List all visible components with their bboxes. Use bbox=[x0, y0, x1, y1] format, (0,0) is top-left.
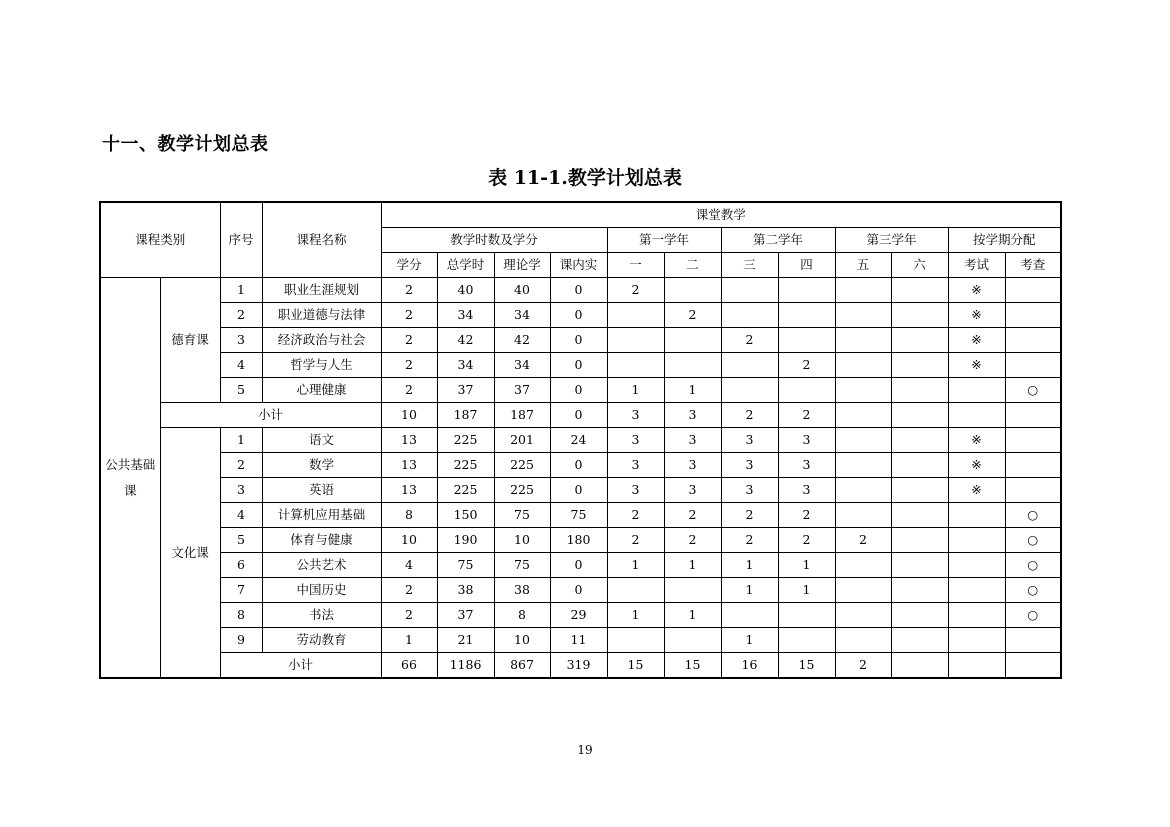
check-cell bbox=[1005, 303, 1061, 328]
s3-cell: 3 bbox=[721, 453, 778, 478]
s4-cell bbox=[778, 328, 835, 353]
subtotal-check-cell bbox=[1005, 403, 1061, 428]
table-row bbox=[100, 453, 1061, 478]
subtotal-credit-cell: 10 bbox=[381, 403, 437, 428]
header-hours-credits: 教学时数及学分 bbox=[381, 228, 607, 253]
s3-cell: 3 bbox=[721, 428, 778, 453]
section-heading: 十一、教学计划总表 bbox=[102, 134, 269, 155]
s3-cell: 1 bbox=[721, 628, 778, 653]
s6-cell bbox=[891, 528, 948, 553]
table-row bbox=[100, 478, 1061, 503]
s1-cell bbox=[607, 353, 664, 378]
category-label-culture: 文化课 bbox=[160, 428, 220, 679]
s2-cell bbox=[664, 278, 721, 303]
practice-cell: 75 bbox=[550, 503, 607, 528]
practice-cell: 0 bbox=[550, 578, 607, 603]
subtotal-practice-cell: 319 bbox=[550, 653, 607, 679]
table-row bbox=[100, 353, 1061, 378]
category-label-moral: 德育课 bbox=[160, 278, 220, 403]
theory-cell: 38 bbox=[494, 578, 550, 603]
subtotal-s4-cell: 15 bbox=[778, 653, 835, 679]
seq-cell: 3 bbox=[220, 478, 262, 503]
theory-cell: 201 bbox=[494, 428, 550, 453]
credit-cell: 2 bbox=[381, 328, 437, 353]
s3-cell: 2 bbox=[721, 503, 778, 528]
theory-cell: 75 bbox=[494, 553, 550, 578]
s5-cell bbox=[835, 328, 891, 353]
exam-cell: ※ bbox=[948, 328, 1005, 353]
s3-cell bbox=[721, 603, 778, 628]
s6-cell bbox=[891, 328, 948, 353]
check-cell: ○ bbox=[1005, 553, 1061, 578]
seq-cell: 1 bbox=[220, 428, 262, 453]
credit-cell: 10 bbox=[381, 528, 437, 553]
subtotal-row bbox=[100, 653, 1061, 679]
subtotal-credit-cell: 66 bbox=[381, 653, 437, 679]
total-cell: 37 bbox=[437, 603, 494, 628]
s4-cell: 2 bbox=[778, 528, 835, 553]
credit-cell: 2 bbox=[381, 378, 437, 403]
total-cell: 150 bbox=[437, 503, 494, 528]
s6-cell bbox=[891, 278, 948, 303]
s2-cell bbox=[664, 628, 721, 653]
subtotal-label: 小计 bbox=[220, 653, 381, 679]
credit-cell: 13 bbox=[381, 428, 437, 453]
subtotal-s5-cell: 2 bbox=[835, 653, 891, 679]
s1-cell bbox=[607, 328, 664, 353]
header-year3: 第三学年 bbox=[835, 228, 948, 253]
s1-cell bbox=[607, 303, 664, 328]
s6-cell bbox=[891, 378, 948, 403]
subtotal-exam-cell bbox=[948, 403, 1005, 428]
subtotal-row bbox=[100, 403, 1061, 428]
total-cell: 225 bbox=[437, 478, 494, 503]
s5-cell bbox=[835, 428, 891, 453]
s2-cell: 2 bbox=[664, 303, 721, 328]
credit-cell: 8 bbox=[381, 503, 437, 528]
subtotal-label: 小计 bbox=[160, 403, 381, 428]
theory-cell: 37 bbox=[494, 378, 550, 403]
total-cell: 38 bbox=[437, 578, 494, 603]
header-check: 考查 bbox=[1005, 253, 1061, 278]
credit-cell: 2 bbox=[381, 603, 437, 628]
practice-cell: 0 bbox=[550, 328, 607, 353]
s5-cell bbox=[835, 603, 891, 628]
s2-cell: 2 bbox=[664, 503, 721, 528]
s1-cell: 3 bbox=[607, 428, 664, 453]
subtotal-exam-cell bbox=[948, 653, 1005, 679]
s2-cell: 3 bbox=[664, 478, 721, 503]
header-year2: 第二学年 bbox=[721, 228, 835, 253]
theory-cell: 40 bbox=[494, 278, 550, 303]
group-label-public-basic: 公共基础课 bbox=[100, 278, 160, 679]
table-row bbox=[100, 503, 1061, 528]
credit-cell: 1 bbox=[381, 628, 437, 653]
page-number: 19 bbox=[577, 743, 593, 757]
course-name-cell: 哲学与人生 bbox=[262, 353, 381, 378]
table-row bbox=[100, 553, 1061, 578]
s6-cell bbox=[891, 578, 948, 603]
header-practice: 课内实 bbox=[550, 253, 607, 278]
theory-cell: 8 bbox=[494, 603, 550, 628]
s4-cell bbox=[778, 603, 835, 628]
header-theory: 理论学 bbox=[494, 253, 550, 278]
practice-cell: 0 bbox=[550, 478, 607, 503]
s4-cell: 2 bbox=[778, 353, 835, 378]
s4-cell bbox=[778, 378, 835, 403]
s4-cell: 2 bbox=[778, 503, 835, 528]
course-name-cell: 英语 bbox=[262, 478, 381, 503]
s5-cell bbox=[835, 453, 891, 478]
seq-cell: 6 bbox=[220, 553, 262, 578]
total-cell: 34 bbox=[437, 353, 494, 378]
header-category: 课程类别 bbox=[100, 202, 220, 278]
table-row bbox=[100, 328, 1061, 353]
s5-cell bbox=[835, 478, 891, 503]
table-row bbox=[100, 578, 1061, 603]
seq-cell: 3 bbox=[220, 328, 262, 353]
header-exam: 考试 bbox=[948, 253, 1005, 278]
s5-cell bbox=[835, 503, 891, 528]
total-cell: 190 bbox=[437, 528, 494, 553]
s1-cell: 2 bbox=[607, 528, 664, 553]
practice-cell: 0 bbox=[550, 278, 607, 303]
exam-cell bbox=[948, 578, 1005, 603]
s5-cell bbox=[835, 278, 891, 303]
subtotal-s2-cell: 3 bbox=[664, 403, 721, 428]
check-cell bbox=[1005, 478, 1061, 503]
s1-cell: 3 bbox=[607, 478, 664, 503]
theory-cell: 225 bbox=[494, 478, 550, 503]
s1-cell: 2 bbox=[607, 503, 664, 528]
s3-cell: 2 bbox=[721, 528, 778, 553]
total-cell: 75 bbox=[437, 553, 494, 578]
seq-cell: 4 bbox=[220, 503, 262, 528]
subtotal-s3-cell: 2 bbox=[721, 403, 778, 428]
header-classroom: 课堂教学 bbox=[381, 202, 1061, 228]
s4-cell bbox=[778, 303, 835, 328]
exam-cell bbox=[948, 528, 1005, 553]
s6-cell bbox=[891, 628, 948, 653]
subtotal-s1-cell: 15 bbox=[607, 653, 664, 679]
check-cell bbox=[1005, 278, 1061, 303]
s5-cell bbox=[835, 553, 891, 578]
header-total-hours: 总学时 bbox=[437, 253, 494, 278]
check-cell bbox=[1005, 628, 1061, 653]
subtotal-theory-cell: 187 bbox=[494, 403, 550, 428]
s5-cell bbox=[835, 628, 891, 653]
course-name-cell: 职业道德与法律 bbox=[262, 303, 381, 328]
subtotal-theory-cell: 867 bbox=[494, 653, 550, 679]
table-row bbox=[100, 378, 1061, 403]
s3-cell: 1 bbox=[721, 553, 778, 578]
s5-cell: 2 bbox=[835, 528, 891, 553]
teaching-plan-table bbox=[99, 201, 1062, 679]
seq-cell: 4 bbox=[220, 353, 262, 378]
seq-cell: 2 bbox=[220, 303, 262, 328]
check-cell bbox=[1005, 428, 1061, 453]
theory-cell: 75 bbox=[494, 503, 550, 528]
seq-cell: 9 bbox=[220, 628, 262, 653]
credit-cell: 2 bbox=[381, 278, 437, 303]
total-cell: 37 bbox=[437, 378, 494, 403]
check-cell: ○ bbox=[1005, 378, 1061, 403]
s5-cell bbox=[835, 303, 891, 328]
course-name-cell: 数学 bbox=[262, 453, 381, 478]
course-name-cell: 语文 bbox=[262, 428, 381, 453]
s5-cell bbox=[835, 578, 891, 603]
exam-cell: ※ bbox=[948, 353, 1005, 378]
course-name-cell: 劳动教育 bbox=[262, 628, 381, 653]
header-credit: 学分 bbox=[381, 253, 437, 278]
practice-cell: 0 bbox=[550, 453, 607, 478]
course-name-cell: 书法 bbox=[262, 603, 381, 628]
theory-cell: 225 bbox=[494, 453, 550, 478]
s2-cell: 2 bbox=[664, 528, 721, 553]
s6-cell bbox=[891, 453, 948, 478]
table-row bbox=[100, 528, 1061, 553]
header-assessment: 按学期分配 bbox=[948, 228, 1061, 253]
header-course-name: 课程名称 bbox=[262, 202, 381, 278]
total-cell: 34 bbox=[437, 303, 494, 328]
exam-cell bbox=[948, 378, 1005, 403]
credit-cell: 2 bbox=[381, 303, 437, 328]
exam-cell: ※ bbox=[948, 278, 1005, 303]
practice-cell: 24 bbox=[550, 428, 607, 453]
check-cell: ○ bbox=[1005, 528, 1061, 553]
header-seq: 序号 bbox=[220, 202, 262, 278]
credit-cell: 4 bbox=[381, 553, 437, 578]
s6-cell bbox=[891, 553, 948, 578]
subtotal-s6-cell bbox=[891, 653, 948, 679]
table-row bbox=[100, 628, 1061, 653]
s2-cell: 1 bbox=[664, 553, 721, 578]
check-cell bbox=[1005, 328, 1061, 353]
exam-cell bbox=[948, 603, 1005, 628]
s6-cell bbox=[891, 478, 948, 503]
s1-cell: 1 bbox=[607, 378, 664, 403]
course-name-cell: 心理健康 bbox=[262, 378, 381, 403]
subtotal-s1-cell: 3 bbox=[607, 403, 664, 428]
table-row bbox=[100, 278, 1061, 303]
exam-cell bbox=[948, 503, 1005, 528]
s6-cell bbox=[891, 603, 948, 628]
practice-cell: 0 bbox=[550, 353, 607, 378]
s4-cell: 1 bbox=[778, 578, 835, 603]
practice-cell: 0 bbox=[550, 303, 607, 328]
course-name-cell: 经济政治与社会 bbox=[262, 328, 381, 353]
s3-cell bbox=[721, 278, 778, 303]
s3-cell: 1 bbox=[721, 578, 778, 603]
practice-cell: 29 bbox=[550, 603, 607, 628]
table-row bbox=[100, 603, 1061, 628]
exam-cell bbox=[948, 553, 1005, 578]
s2-cell bbox=[664, 328, 721, 353]
total-cell: 40 bbox=[437, 278, 494, 303]
theory-cell: 34 bbox=[494, 303, 550, 328]
check-cell: ○ bbox=[1005, 578, 1061, 603]
course-name-cell: 公共艺术 bbox=[262, 553, 381, 578]
course-name-cell: 体育与健康 bbox=[262, 528, 381, 553]
exam-cell: ※ bbox=[948, 478, 1005, 503]
s6-cell bbox=[891, 428, 948, 453]
s3-cell bbox=[721, 353, 778, 378]
s2-cell bbox=[664, 353, 721, 378]
theory-cell: 42 bbox=[494, 328, 550, 353]
subtotal-s6-cell bbox=[891, 403, 948, 428]
seq-cell: 8 bbox=[220, 603, 262, 628]
credit-cell: 13 bbox=[381, 453, 437, 478]
subtotal-total-cell: 1186 bbox=[437, 653, 494, 679]
seq-cell: 5 bbox=[220, 378, 262, 403]
check-cell: ○ bbox=[1005, 603, 1061, 628]
check-cell bbox=[1005, 453, 1061, 478]
table-title: 表 11-1.教学计划总表 bbox=[488, 167, 682, 189]
s2-cell: 1 bbox=[664, 378, 721, 403]
exam-cell: ※ bbox=[948, 303, 1005, 328]
s3-cell: 3 bbox=[721, 478, 778, 503]
s2-cell: 1 bbox=[664, 603, 721, 628]
s1-cell: 1 bbox=[607, 603, 664, 628]
s5-cell bbox=[835, 353, 891, 378]
credit-cell: 2 bbox=[381, 578, 437, 603]
header-sem4: 四 bbox=[778, 253, 835, 278]
header-sem6: 六 bbox=[891, 253, 948, 278]
s5-cell bbox=[835, 378, 891, 403]
s2-cell: 3 bbox=[664, 428, 721, 453]
s6-cell bbox=[891, 303, 948, 328]
s4-cell: 3 bbox=[778, 478, 835, 503]
theory-cell: 34 bbox=[494, 353, 550, 378]
s3-cell bbox=[721, 378, 778, 403]
s4-cell bbox=[778, 278, 835, 303]
total-cell: 42 bbox=[437, 328, 494, 353]
header-year1: 第一学年 bbox=[607, 228, 721, 253]
exam-cell: ※ bbox=[948, 453, 1005, 478]
seq-cell: 5 bbox=[220, 528, 262, 553]
total-cell: 225 bbox=[437, 453, 494, 478]
table-row bbox=[100, 303, 1061, 328]
subtotal-s2-cell: 15 bbox=[664, 653, 721, 679]
seq-cell: 1 bbox=[220, 278, 262, 303]
practice-cell: 11 bbox=[550, 628, 607, 653]
s1-cell: 2 bbox=[607, 278, 664, 303]
s3-cell: 2 bbox=[721, 328, 778, 353]
exam-cell bbox=[948, 628, 1005, 653]
check-cell: ○ bbox=[1005, 503, 1061, 528]
credit-cell: 2 bbox=[381, 353, 437, 378]
subtotal-s3-cell: 16 bbox=[721, 653, 778, 679]
exam-cell: ※ bbox=[948, 428, 1005, 453]
check-cell bbox=[1005, 353, 1061, 378]
header-sem2: 二 bbox=[664, 253, 721, 278]
credit-cell: 13 bbox=[381, 478, 437, 503]
total-cell: 225 bbox=[437, 428, 494, 453]
s4-cell: 1 bbox=[778, 553, 835, 578]
practice-cell: 180 bbox=[550, 528, 607, 553]
s1-cell: 3 bbox=[607, 453, 664, 478]
table-row bbox=[100, 428, 1061, 453]
subtotal-total-cell: 187 bbox=[437, 403, 494, 428]
total-cell: 21 bbox=[437, 628, 494, 653]
theory-cell: 10 bbox=[494, 528, 550, 553]
s6-cell bbox=[891, 503, 948, 528]
course-name-cell: 计算机应用基础 bbox=[262, 503, 381, 528]
s4-cell: 3 bbox=[778, 453, 835, 478]
s1-cell bbox=[607, 578, 664, 603]
subtotal-check-cell bbox=[1005, 653, 1061, 679]
course-name-cell: 职业生涯规划 bbox=[262, 278, 381, 303]
header-sem1: 一 bbox=[607, 253, 664, 278]
practice-cell: 0 bbox=[550, 553, 607, 578]
s4-cell: 3 bbox=[778, 428, 835, 453]
s2-cell: 3 bbox=[664, 453, 721, 478]
s2-cell bbox=[664, 578, 721, 603]
seq-cell: 7 bbox=[220, 578, 262, 603]
practice-cell: 0 bbox=[550, 378, 607, 403]
subtotal-s4-cell: 2 bbox=[778, 403, 835, 428]
s1-cell: 1 bbox=[607, 553, 664, 578]
header-sem5: 五 bbox=[835, 253, 891, 278]
s3-cell bbox=[721, 303, 778, 328]
s4-cell bbox=[778, 628, 835, 653]
s1-cell bbox=[607, 628, 664, 653]
subtotal-s5-cell bbox=[835, 403, 891, 428]
seq-cell: 2 bbox=[220, 453, 262, 478]
course-name-cell: 中国历史 bbox=[262, 578, 381, 603]
subtotal-practice-cell: 0 bbox=[550, 403, 607, 428]
header-sem3: 三 bbox=[721, 253, 778, 278]
theory-cell: 10 bbox=[494, 628, 550, 653]
s6-cell bbox=[891, 353, 948, 378]
